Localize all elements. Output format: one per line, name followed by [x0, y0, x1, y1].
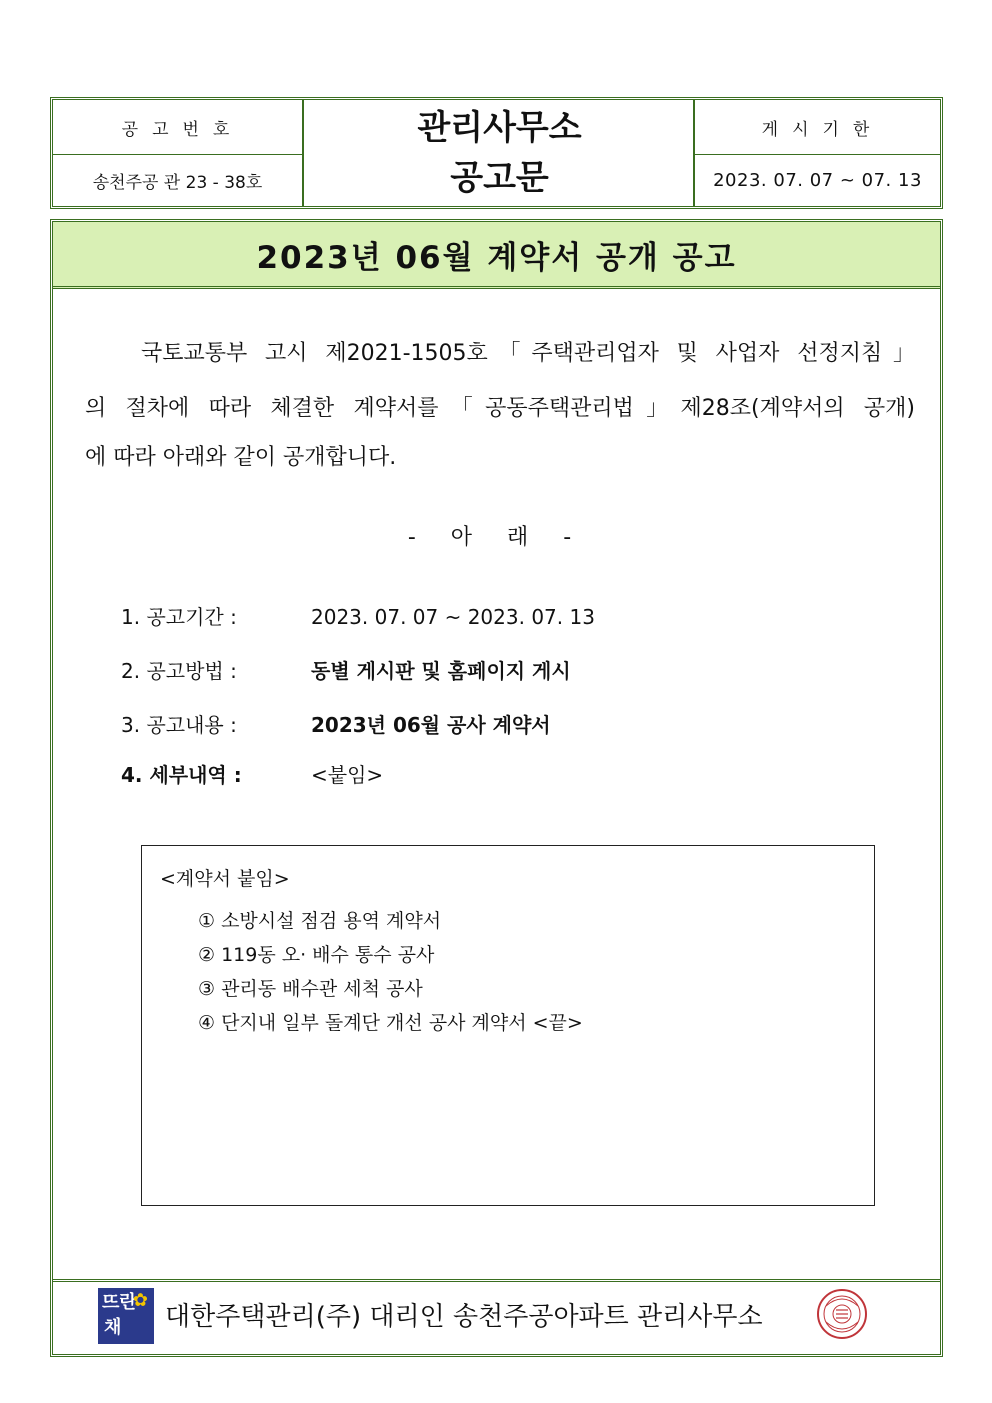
- item-value: 2023년 06월 공사 계약서: [311, 713, 551, 737]
- list-item: ③ 관리동 배수관 세척 공사: [198, 978, 423, 1000]
- document-title: 2023년 06월 계약서 공개 공고: [53, 222, 940, 289]
- title-char: 관: [417, 108, 451, 148]
- item-value: 동별 게시판 및 홈페이지 게시: [311, 659, 571, 683]
- posting-period-value: 2023. 07. 07 ~ 07. 13: [713, 169, 922, 191]
- brand-logo: [98, 1288, 154, 1344]
- title-char: 무: [515, 108, 549, 148]
- item-label: 3. 공고내용 :: [121, 713, 237, 737]
- list-item: ② 119동 오· 배수 통수 공사: [198, 944, 435, 966]
- title-line-office: [377, 103, 619, 153]
- logo-text: 채: [104, 1317, 122, 1338]
- title-char: 사: [483, 108, 516, 148]
- title-char: 고: [483, 158, 516, 198]
- intro-paragraph: [85, 326, 915, 485]
- divider: [53, 154, 302, 155]
- attachment-list: [198, 904, 583, 1040]
- title-char: 문: [515, 158, 549, 198]
- divider: [693, 100, 695, 206]
- list-item: ④ 단지내 일부 돌계단 개선 공사 계약서 <끝>: [198, 1012, 583, 1034]
- attachment-heading: <계약서 붙임>: [160, 868, 290, 890]
- intro-line: 의 절차에 따라 체결한 계약서를「공동주택관리법」제28조(계약서의 공개): [85, 396, 915, 421]
- item-value: <붙임>: [311, 763, 384, 787]
- item-label: 1. 공고기간 :: [121, 605, 237, 629]
- notice-body: [50, 219, 943, 1357]
- issuer-name: 대한주택관리(주) 대리인 송천주공아파트 관리사무소: [165, 1302, 763, 1332]
- intro-line: 에 따라 아래와 같이 공개합니다.: [85, 445, 397, 470]
- title-char: 리: [450, 108, 484, 148]
- office-notice-title: [304, 100, 693, 206]
- item-label: 4. 세부내역 :: [121, 763, 242, 787]
- notice-number-value: 송천주공 관 23 - 38호: [92, 172, 263, 193]
- item-label: 2. 공고방법 :: [121, 659, 237, 683]
- title-char: 소: [548, 108, 582, 148]
- item-value: 2023. 07. 07 ~ 2023. 07. 13: [311, 605, 595, 629]
- list-item: ① 소방시설 점검 용역 계약서: [198, 910, 442, 932]
- flower-icon: ✿: [132, 1290, 148, 1311]
- intro-line: 국토교통부 고시 제2021-1505호「주택관리업자 및 사업자 선정지침」: [141, 341, 915, 366]
- official-seal-icon: [816, 1288, 868, 1340]
- notice-number-label: 공고번호: [121, 119, 244, 140]
- logo-text: 뜨란: [102, 1292, 137, 1313]
- footer: [53, 1279, 940, 1354]
- divider: [695, 154, 940, 155]
- notice-header-table: [50, 97, 943, 209]
- posting-period-label: 게시기한: [761, 119, 884, 140]
- title-char: 공: [450, 158, 484, 198]
- title-line-notice: [410, 153, 587, 203]
- below-marker: - 아 래 -: [407, 525, 586, 550]
- attachment-box: [141, 845, 875, 1206]
- divider: [302, 100, 304, 206]
